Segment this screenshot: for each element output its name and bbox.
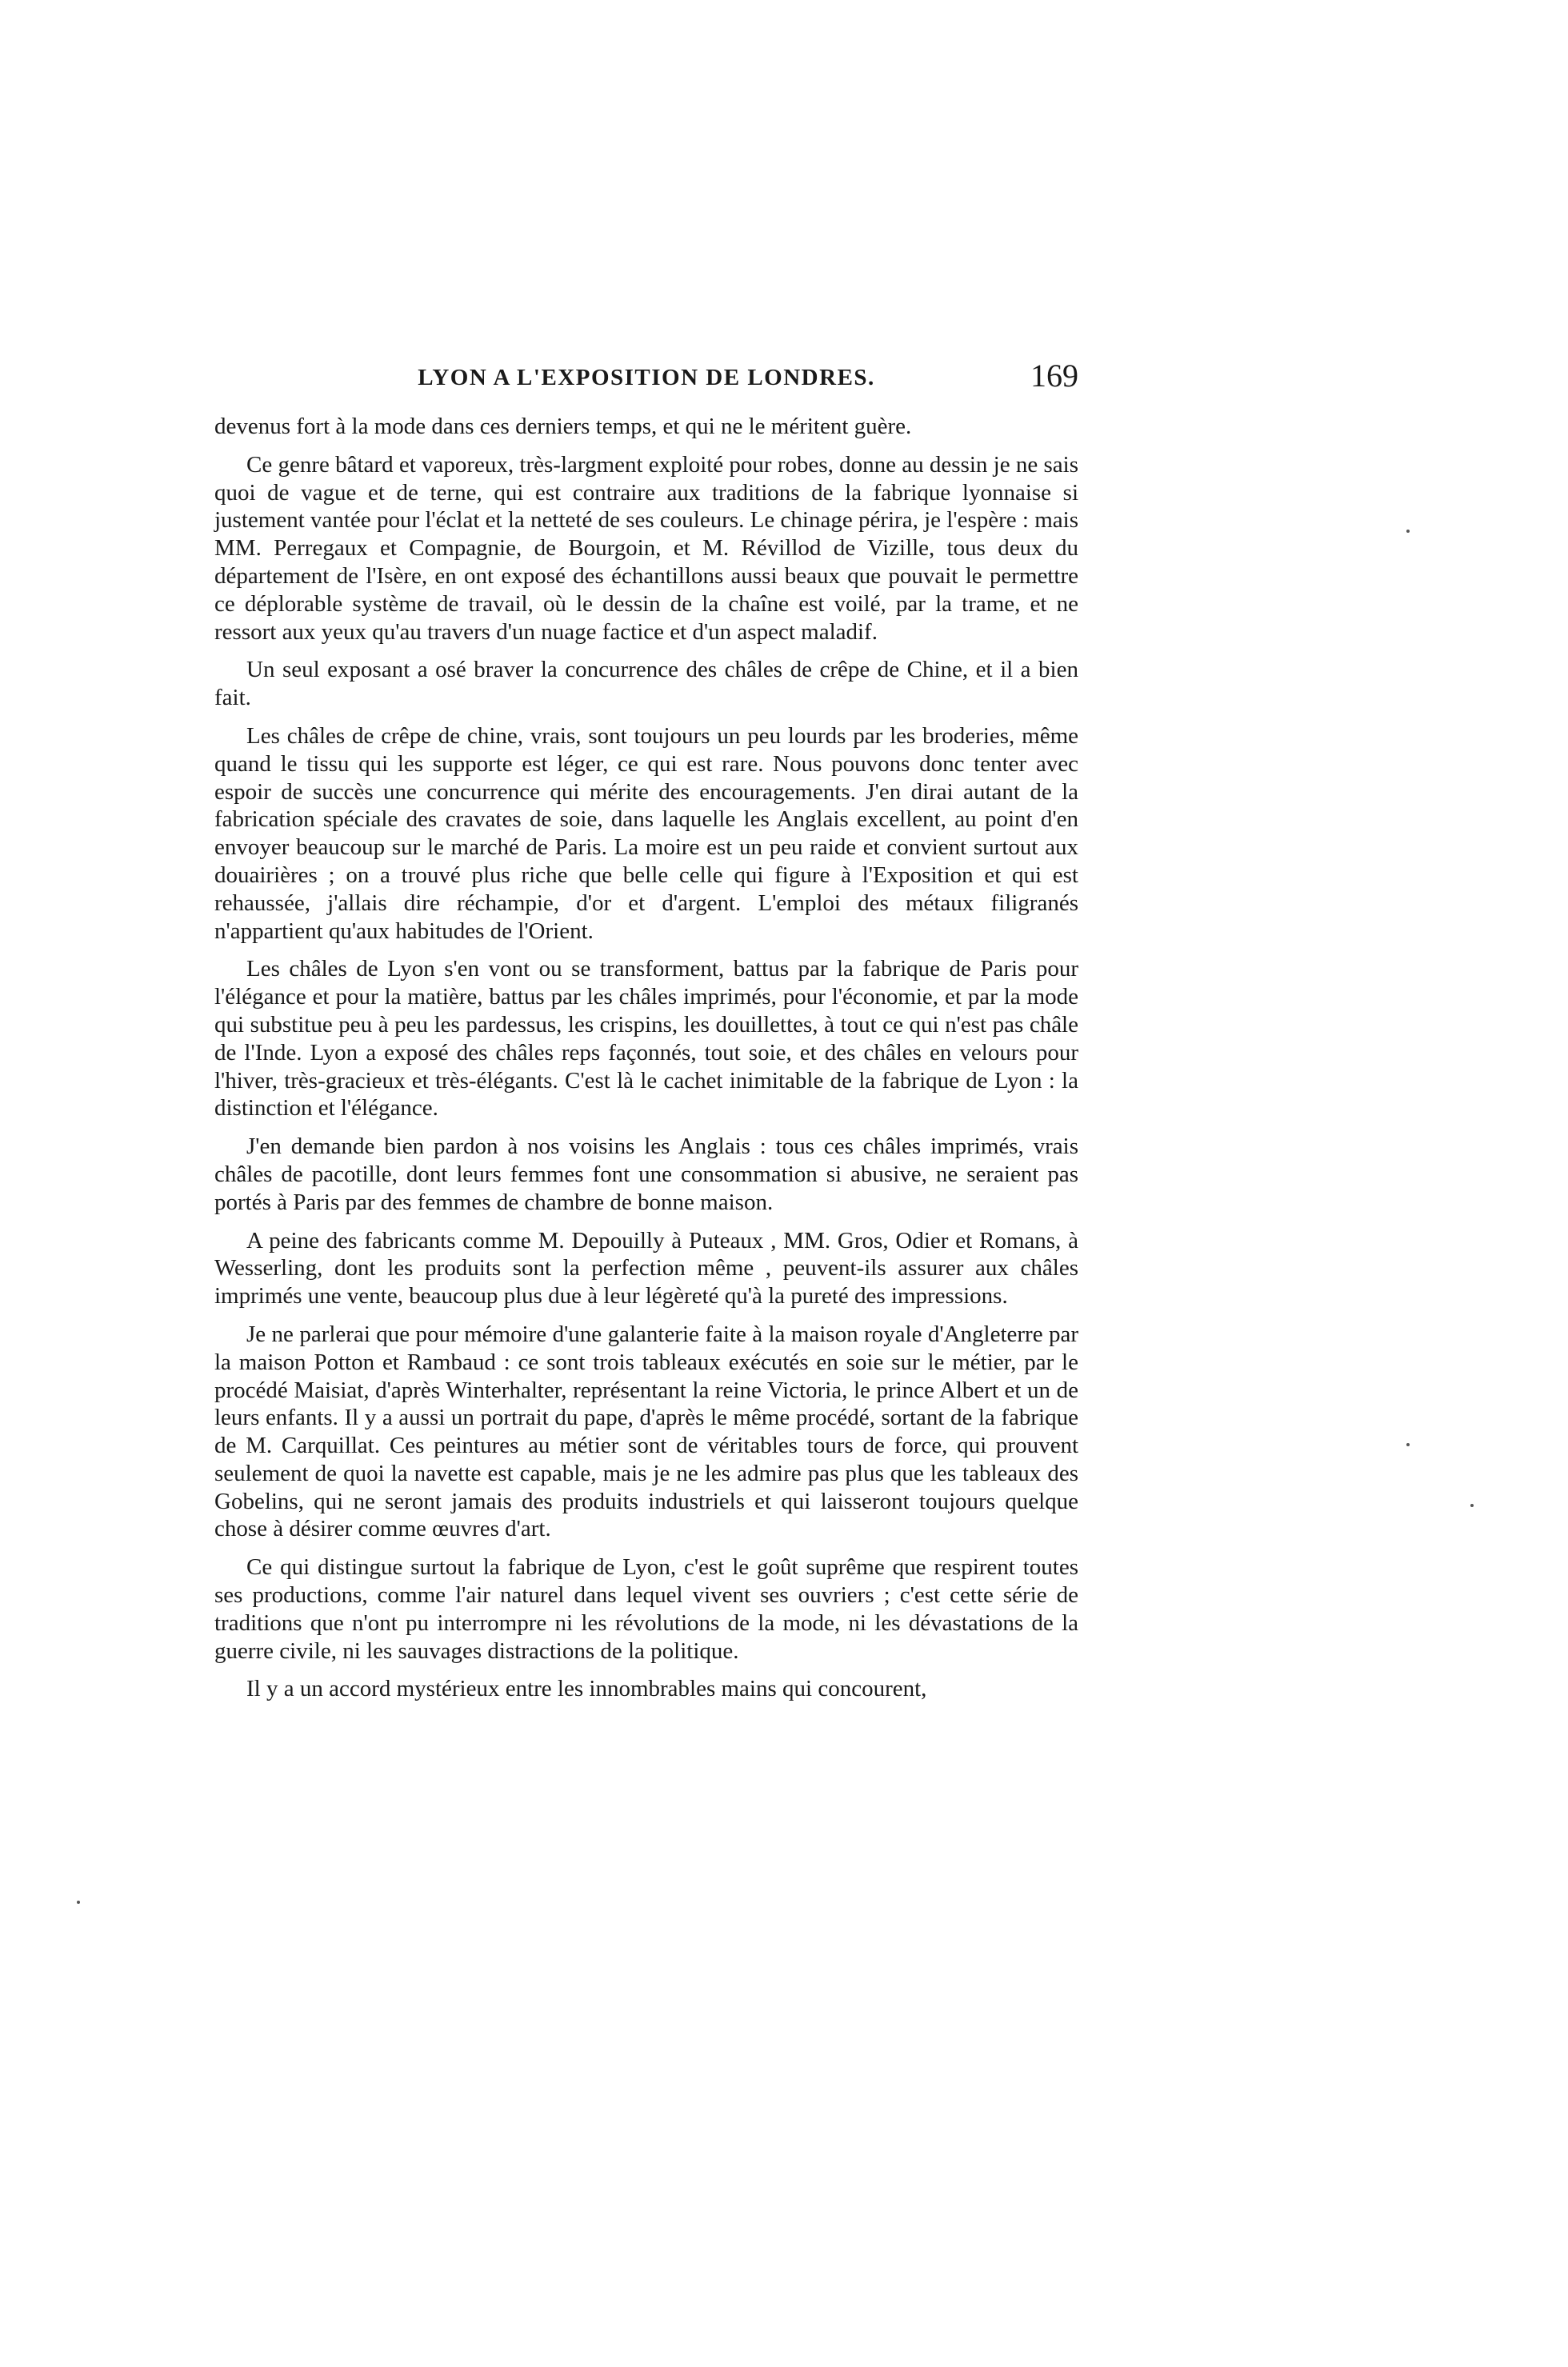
paragraph: Ce qui distingue surtout la fabrique de Lyon, c'est le goût suprême que respirent toutes ses productions, comme l'air naturel dans lequel vivent ses ouvriers ; c'est cette série de traditions que n'ont pu interrompre ni les révolutions de la mode, ni les dévastations de la guerre civile, ni les sauvages distractions de la politique.: [214, 1554, 1078, 1664]
paragraph: A peine des fabricants comme M. Depouilly à Puteaux , MM. Gros, Odier et Romans, à Wesserling, dont les produits sont la perfection même , peuvent-ils assurer aux châles imprimés une vente, beaucoup plus due à leur légèreté qu'à la pureté des impressions.: [214, 1227, 1078, 1309]
paragraph: J'en demande bien pardon à nos voisins les Anglais : tous ces châles imprimés, vrais châles de pacotille, dont leurs femmes font une consommation si abusive, ne seraient pas portés à Paris par des femmes de chambre de bonne maison.: [214, 1134, 1078, 1215]
body-text: [214, 413, 1078, 1703]
ink-speck: [1406, 530, 1410, 533]
paragraph: Les châles de crêpe de chine, vrais, sont toujours un peu lourds par les broderies, même quand le tissu qui les supporte est léger, ce qui est rare. Nous pouvons donc tenter avec espoir de succès une concurrence qui mérite des encouragements. J'en dirai autant de la fabrication spéciale des cravates de soie, dans laquelle les Anglais excellent, au point d'en envoyer beaucoup sur le marché de Paris. La moire est un peu raide et convient surtout aux douairières ; on a trouvé plus riche que belle celle qui figure à l'Exposition et qui est rehaussée, j'allais dire réchampie, d'or et d'argent. L'emploi des métaux filigranés n'appartient qu'aux habitudes de l'Orient.: [214, 722, 1078, 944]
paragraph: Les châles de Lyon s'en vont ou se transforment, battus par la fabrique de Paris pour l'élégance et pour la matière, battus par les châles imprimés, pour l'économie, et par la mode qui substitue peu à peu les pardessus, les crispins, les douillettes, à tout ce qui n'est pas châle de l'Inde. Lyon a exposé des châles reps façonnés, tout soie, et des châles en velours pour l'hiver, très-gracieux et très-élégants. C'est là le cachet inimitable de la fabrique de Lyon : la distinction et l'élégance.: [214, 956, 1078, 1122]
paragraph: Ce genre bâtard et vaporeux, très-largment exploité pour robes, donne au dessin je ne sais quoi de vague et de terne, qui est contraire aux traditions de la fabrique lyonnaise si justement vantée pour l'éclat et la netteté de ses couleurs. Le chinage périra, je l'espère : mais MM. Perregaux et Compagnie, de Bourgoin, et M. Révillod de Vizille, tous deux du département de l'Isère, en ont exposé des échantillons aussi beaux que pouvait le permettre ce déplorable système de travail, où le dessin de la chaîne est voilé, par la trame, et ne ressort aux yeux qu'au travers d'un nuage factice et d'un aspect maladif.: [214, 451, 1078, 645]
paragraph: Un seul exposant a osé braver la concurrence des châles de crêpe de Chine, et il a bien fait.: [214, 657, 1078, 711]
page-number: 169: [1030, 358, 1078, 394]
ink-speck: [77, 1901, 80, 1904]
running-head: [214, 358, 1078, 410]
paragraph-continued: devenus fort à la mode dans ces derniers temps, et qui ne le méritent guère.: [214, 414, 912, 439]
ink-speck: [1470, 1504, 1474, 1507]
paragraph: Il y a un accord mystérieux entre les innombrables mains qui concourent,: [246, 1676, 927, 1702]
text-column: [214, 358, 1078, 1703]
running-title: LYON A L'EXPOSITION DE LONDRES.: [418, 365, 875, 390]
ink-speck: [1406, 1443, 1410, 1446]
paragraph: Je ne parlerai que pour mémoire d'une galanterie faite à la maison royale d'Angleterre par la maison Potton et Rambaud : ce sont trois tableaux exécutés en soie sur le métier, par le procédé Maisiat, d'après Winterhalter, représentant la reine Victoria, le prince Albert et un de leurs enfants. Il y a aussi un portrait du pape, d'après le même procédé, sortant de la fabrique de M. Carquillat. Ces peintures au métier sont de véritables tours de force, qui prouvent seulement de quoi la navette est capable, mais je ne les admire pas plus que les tableaux des Gobelins, qui ne seront jamais des produits industriels et qui laisseront toujours quelque chose à désirer comme œuvres d'art.: [214, 1321, 1078, 1542]
